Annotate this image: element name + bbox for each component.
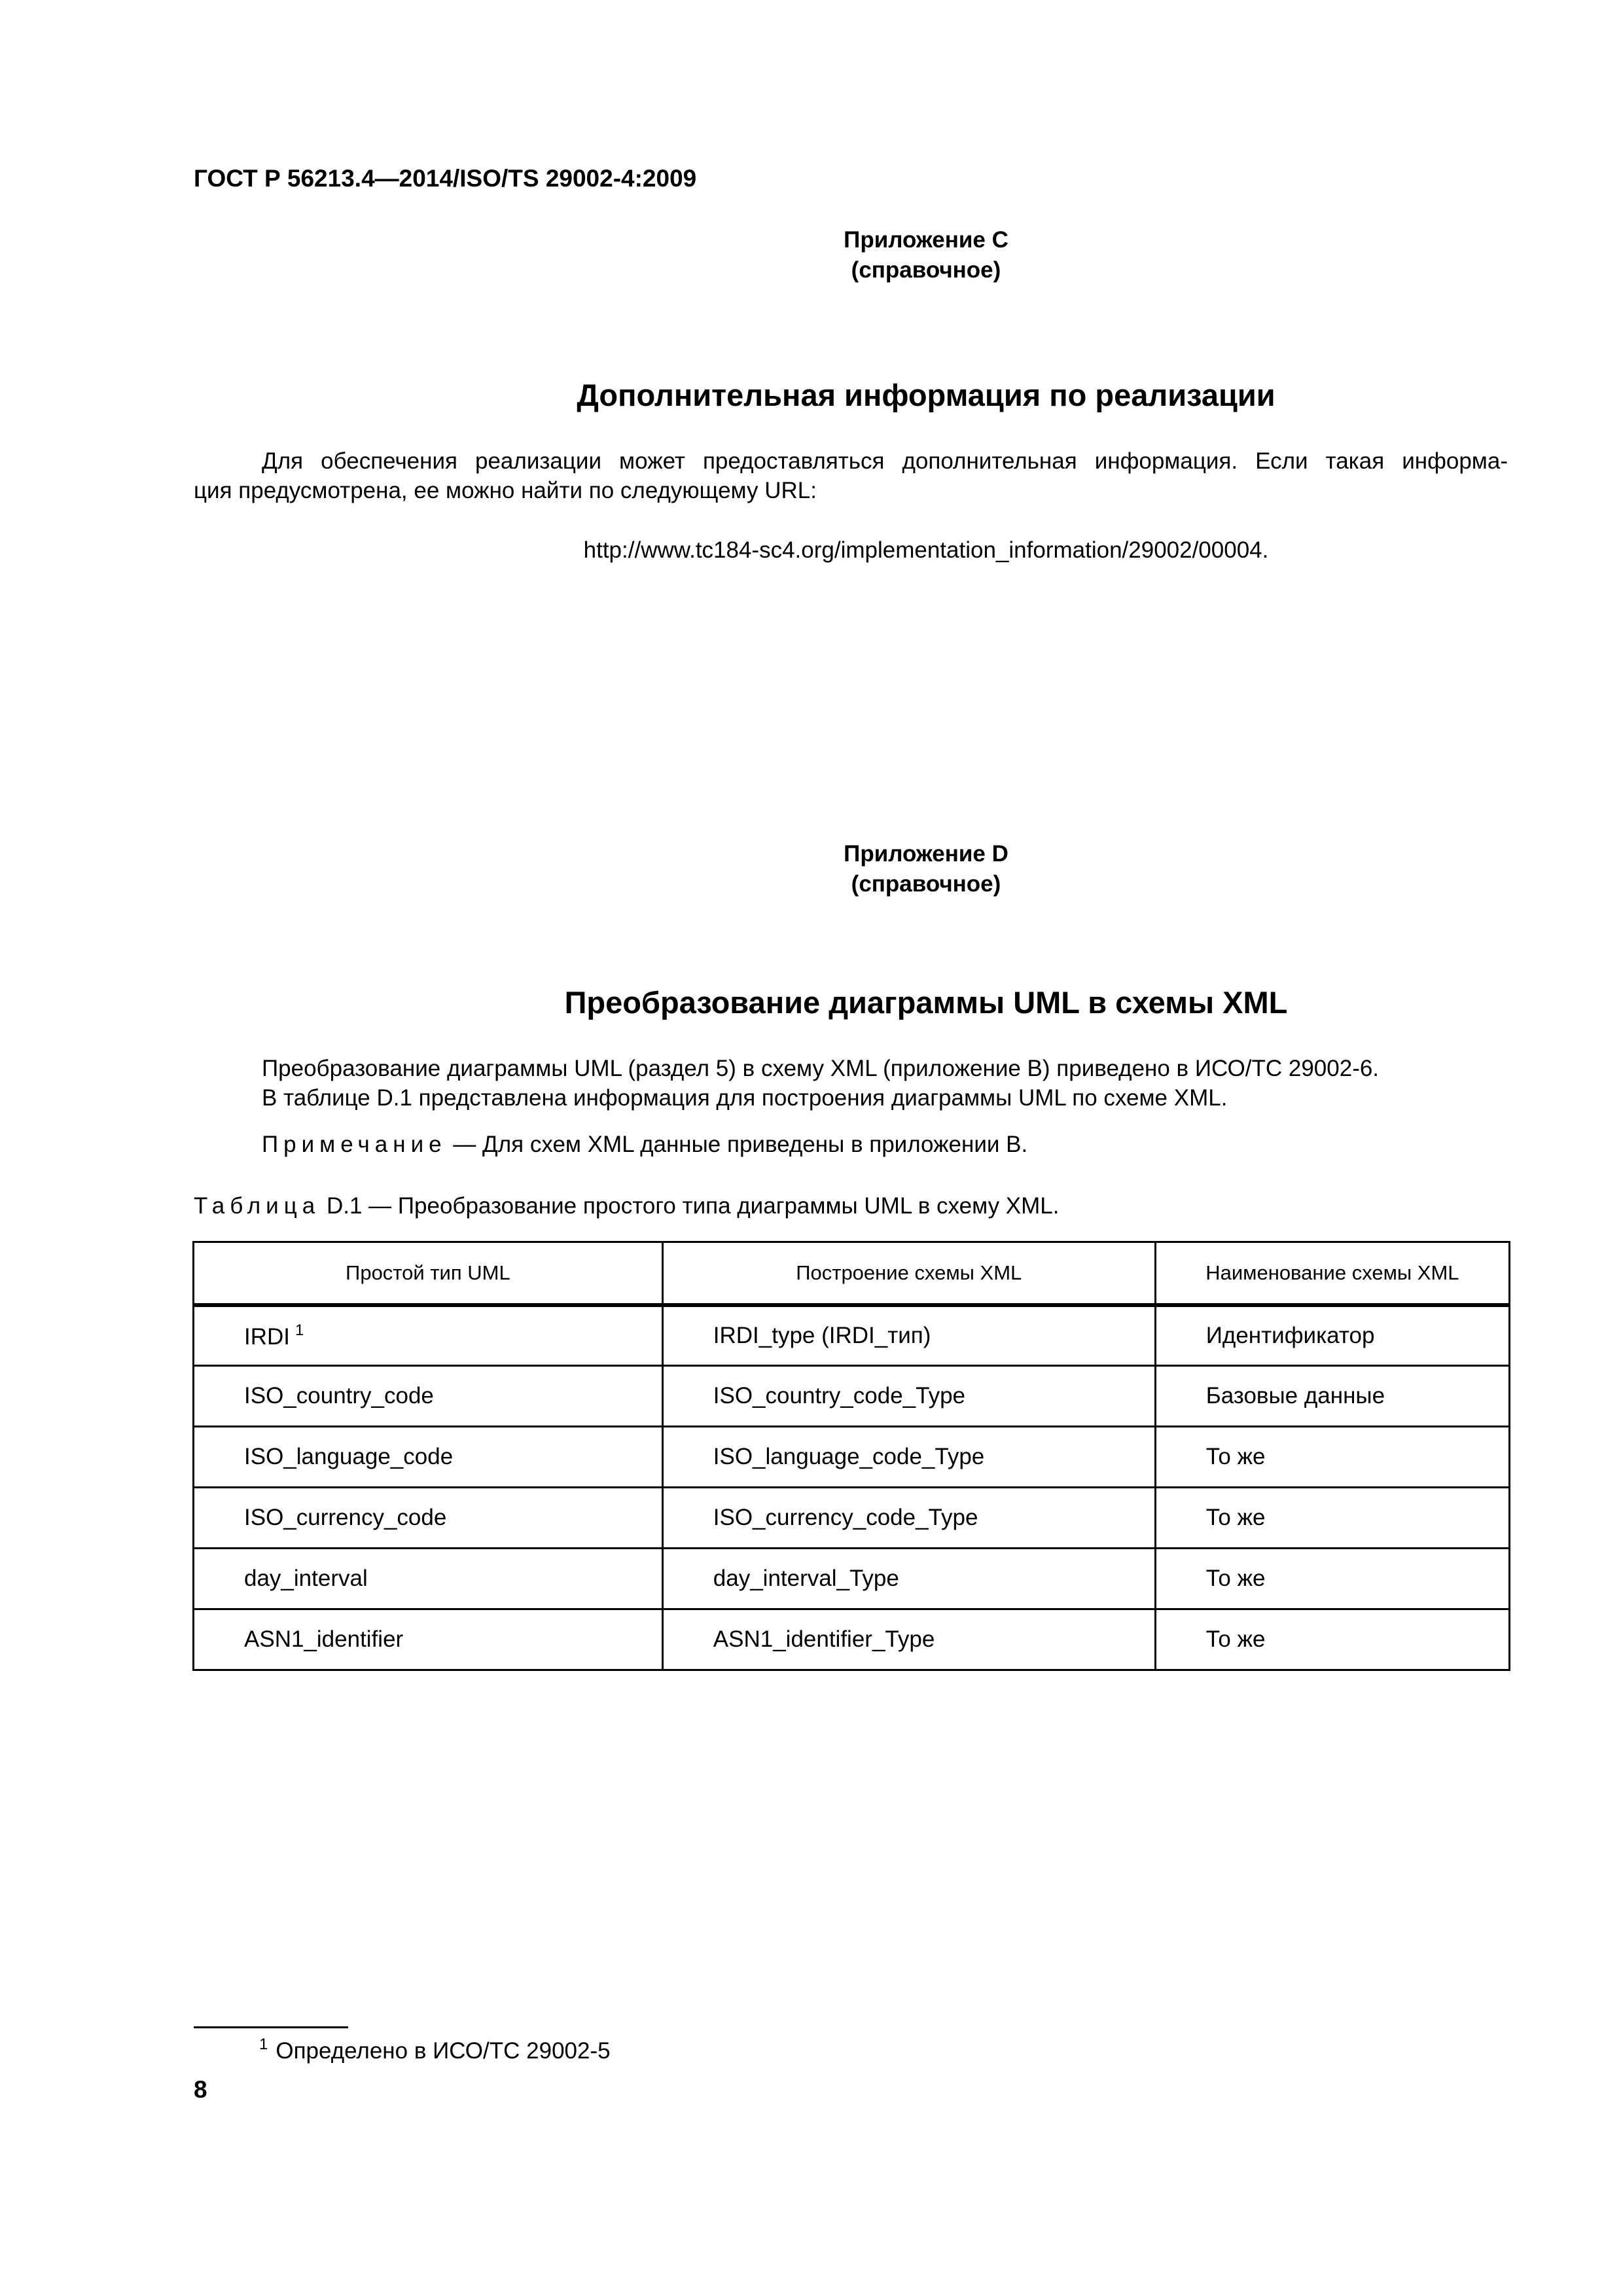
footnote-divider (194, 2026, 348, 2028)
table-cell: ASN1_identifier_Type (662, 1609, 1155, 1670)
table-caption-text: D.1 — Преобразование простого типа диаграммы UML в схему XML. (320, 1193, 1060, 1219)
table-row (194, 1609, 1510, 1670)
footnote (259, 2036, 611, 2064)
table-cell (194, 1305, 663, 1366)
uml-xml-table (192, 1241, 1510, 1671)
annex-d-paragraph-line1: Преобразование диаграммы UML (раздел 5) в схему XML (приложение В) приведено в ИСО/ТС 29002-6. (262, 1056, 1380, 1081)
annex-c-title: Дополнительная информация по реализации (577, 378, 1275, 412)
annex-d-label: Приложение D (844, 841, 1008, 867)
table-row (194, 1488, 1510, 1549)
footnote-text: Определено в ИСО/ТС 29002-5 (276, 2038, 611, 2064)
table-cell: ASN1_identifier (194, 1609, 663, 1670)
annex-d-note (262, 1130, 1027, 1159)
table-cell: ISO_currency_code_Type (662, 1488, 1155, 1549)
implementation-url: http://www.tc184-sc4.org/implementation_information/29002/00004. (583, 537, 1269, 563)
table-cell: ISO_currency_code (194, 1488, 663, 1549)
header-xml-construction: Построение схемы XML (662, 1242, 1155, 1305)
table-cell: То же (1155, 1549, 1509, 1609)
annex-c-paragraph-line1: Для обеспечения реализации может предоставляться дополнительная информация. Если такая информа- (262, 448, 1508, 474)
header-uml-type: Простой тип UML (194, 1242, 663, 1305)
table-cell: ISO_country_code_Type (662, 1366, 1155, 1427)
table-cell: То же (1155, 1488, 1509, 1549)
annex-d-heading (0, 839, 1623, 899)
table-cell: ISO_country_code (194, 1366, 663, 1427)
annex-c-label: Приложение С (844, 227, 1008, 253)
table-row (194, 1305, 1510, 1366)
annex-c-type: (справочное) (851, 257, 1001, 283)
table-row (194, 1427, 1510, 1488)
table-cell: То же (1155, 1609, 1509, 1670)
annex-c-heading (0, 225, 1623, 285)
table-row (194, 1366, 1510, 1427)
document-header: ГОСТ Р 56213.4—2014/ISO/TS 29002-4:2009 (194, 165, 697, 192)
table-cell: day_interval (194, 1549, 663, 1609)
cell-text: IRDI (244, 1323, 290, 1350)
table-row (194, 1549, 1510, 1609)
table-header-row (194, 1242, 1510, 1305)
footnote-number: 1 (259, 2036, 268, 2053)
table-cell: То же (1155, 1427, 1509, 1488)
table-cell: Базовые данные (1155, 1366, 1509, 1427)
annex-d-paragraph-line2: В таблице D.1 представлена информация для построения диаграммы UML по схеме XML. (262, 1085, 1228, 1111)
header-xml-name: Наименование схемы XML (1155, 1242, 1509, 1305)
table-cell: ISO_language_code_Type (662, 1427, 1155, 1488)
annex-c-paragraph-line2: ция предусмотрена, ее можно найти по следующему URL: (194, 478, 817, 503)
table-cell: ISO_language_code (194, 1427, 663, 1488)
table-cell: day_interval_Type (662, 1549, 1155, 1609)
annex-c-paragraph (194, 446, 1508, 505)
footnote-marker: 1 (295, 1321, 304, 1339)
note-label: Примечание (262, 1132, 447, 1157)
table-cell: Идентификатор (1155, 1305, 1509, 1366)
table-caption (194, 1191, 1059, 1221)
annex-d-type: (справочное) (851, 871, 1001, 897)
note-text: — Для схем XML данные приведены в приложении В. (446, 1132, 1028, 1157)
annex-d-title: Преобразование диаграммы UML в схемы XML (564, 985, 1288, 1020)
table-cell: IRDI_type (IRDI_тип) (662, 1305, 1155, 1366)
page-number: 8 (194, 2076, 207, 2103)
table-label: Таблица (194, 1193, 321, 1219)
